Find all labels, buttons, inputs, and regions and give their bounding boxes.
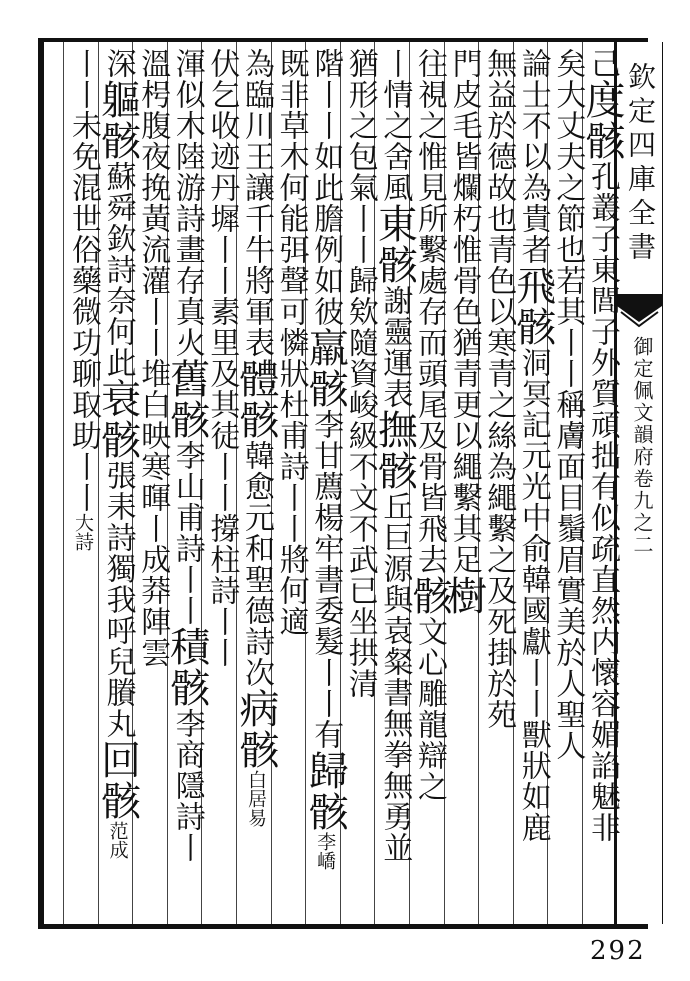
headword: 積骸 [163,626,210,708]
text-segment: 渾似木陸游詩畫存真火 [169,48,205,358]
text-segment: 李山甫詩丨丨 [169,440,205,626]
text-segment: 蘇舜欽詩奈何此 [100,161,136,378]
headword: 羸骸 [302,327,349,409]
text-segment: 矣 [550,48,586,79]
small-note: 李嶠 [314,832,337,870]
headword: 病骸 [233,688,279,770]
text-segment: 丨情之舍風 [377,48,413,203]
text-segment: 孔叢子東閭子外質頑拙有似疏直然内懷容媚諂魅非 [585,161,620,843]
section-subtitle: 御定佩文韻府卷九之二 [630,336,654,556]
text-column [371,48,418,920]
text-segment: 藥微功聊取助丨丨 [66,265,101,513]
headword: 骸 [406,575,452,616]
page-number: 292 [590,936,646,966]
small-note: 大詩 [72,513,94,551]
text-segment: 隨資峻級不文不武已坐拱清 [342,327,378,699]
headword: 撫骸 [371,409,418,491]
text-column [440,48,487,920]
headword: 飛骸 [509,265,556,347]
text-column [94,48,141,920]
text-segment: 謝靈運表 [377,285,413,409]
text-segment: 無益於德故也 [481,48,517,234]
text-column [509,48,556,920]
text-segment: 論士不以為貴者 [515,48,551,265]
text-segment: 大丈夫之節也若其丨丨稱膚面目鬚眉實美於人聖人 [550,79,586,761]
headword: 度骸 [579,79,625,161]
text-segment: 李商隱詩丨 [169,708,205,863]
text-column [233,48,279,920]
headword: 回骸 [94,739,141,821]
headword: 衰骸 [94,378,141,460]
text-segment: 己 [585,48,620,79]
fishtail-mark-icon [617,294,662,334]
text-segment: 階丨丨如此膽例如彼 [308,48,344,327]
headword: 軀骸 [94,79,141,161]
page-border-left [38,38,44,928]
small-note: 白居易 [245,770,267,827]
text-segment: 青色以寒青之絲為繩繫之及死掛於苑 [481,234,517,730]
masthead-rule [662,42,663,924]
text-segment: 既非草木何能弭聲 [273,48,309,296]
text-segment: 丨成莽陣雲 [135,513,171,668]
text-segment: 韓愈元和聖德詩次 [239,440,274,688]
text-segment: 伏乞收迹丹墀丨丨素里 [204,48,240,358]
text-segment: 洞冥記元光中俞韓國獻丨丨獸狀如鹿 [515,347,551,843]
text-column [549,48,585,920]
text-segment: 猶形之包氣 [342,48,378,203]
text-column [65,48,101,920]
headword: 歸骸 [302,750,349,832]
text-column [302,48,349,920]
text-segment: 李甘薦楊牢書委髮丨丨有 [308,409,344,750]
text-segment: 往視之惟見所繫處存而頭尾及骨皆飛去 [412,48,447,575]
text-segment: 可憐狀杜甫詩丨丨將何適 [273,296,309,637]
headword: 樹 [440,575,487,616]
text-segment: 詩丨丨 [204,575,240,668]
text-segment: 堆白映寒暉 [135,358,171,513]
text-segment: 丨丨歸欸 [342,203,378,327]
text-segment: 文心雕龍辯之 [412,616,447,802]
headword: 東骸 [371,203,418,285]
column-rule [63,42,64,924]
text-segment: 溫枵腹夜挽黃流灌丨丨 [135,48,171,358]
page-border-bottom [38,924,648,929]
text-segment: 丨丨未免混世俗 [66,48,101,265]
headword: 體骸 [233,358,279,440]
page-border-top [38,38,648,42]
headword: 舊骸 [163,358,210,440]
text-segment: 為臨川王讓千牛將軍表 [239,48,274,358]
text-segment: 深 [100,48,136,79]
text-segment: 張耒詩獨我呼兒賸丸 [100,460,136,739]
text-segment: 丘巨源與袁粲書無拳無勇並 [377,491,413,863]
text-column [579,48,625,920]
text-segment: 及其徒丨丨撐柱 [204,358,240,575]
small-note: 范成 [106,821,129,859]
text-column [273,48,309,920]
text-column [203,48,239,920]
text-segment: 門皮毛皆爛朽惟骨色猶青更以繩繫其足 [446,48,482,575]
text-column [163,48,210,920]
book-title: 欽定四庫全書 [624,62,657,266]
text-column [480,48,516,920]
